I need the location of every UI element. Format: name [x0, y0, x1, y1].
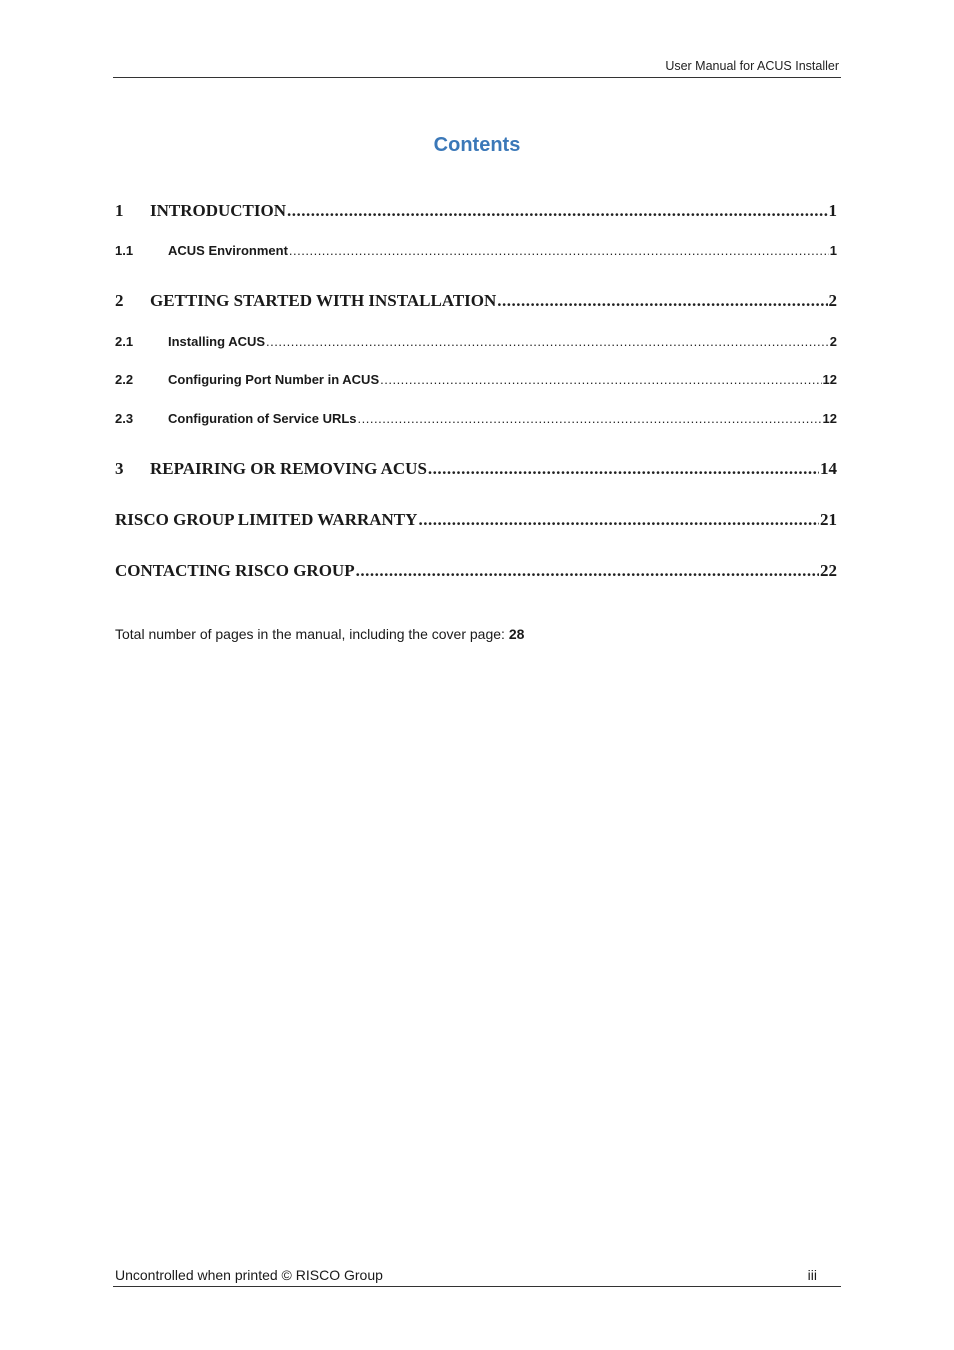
toc-label: REPAIRING OR REMOVING ACUS	[150, 459, 427, 478]
toc-page: 2	[828, 291, 837, 310]
toc-label: RISCO GROUP LIMITED WARRANTY	[115, 510, 418, 529]
toc-leader	[289, 243, 829, 258]
toc-number: 2.3	[115, 411, 134, 426]
toc-page: 21	[820, 510, 837, 529]
page-title: Contents	[433, 134, 521, 156]
toc-number: 2.2	[115, 372, 134, 387]
toc-page: 1	[828, 201, 837, 220]
toc-page: 1	[829, 243, 837, 258]
toc-label: ACUS Environment	[168, 243, 288, 258]
total-pages-note	[115, 626, 524, 642]
toc-page: 12	[822, 411, 837, 426]
toc-entry-warranty[interactable]	[115, 510, 837, 530]
toc-entry-contacting[interactable]	[115, 561, 837, 581]
toc-number: 1	[115, 201, 124, 220]
toc-label: Configuration of Service URLs	[168, 411, 357, 426]
toc-number: 2	[115, 291, 124, 310]
toc-page: 22	[820, 561, 837, 580]
toc-leader	[497, 291, 827, 311]
toc-leader	[418, 510, 819, 530]
total-pages-value: 28	[508, 626, 525, 642]
toc-label: Installing ACUS	[168, 334, 266, 349]
toc-entry-introduction[interactable]	[115, 201, 837, 221]
toc-leader	[358, 411, 822, 426]
toc-entry-configuring-port[interactable]	[115, 372, 837, 387]
toc-leader	[266, 334, 829, 349]
header-text: User Manual for ACUS Installer	[665, 59, 839, 73]
toc-label: GETTING STARTED WITH INSTALLATION	[150, 291, 497, 310]
toc-page: 12	[822, 372, 837, 387]
total-pages-text: Total number of pages in the manual, including the cover page:	[115, 626, 509, 642]
footer-copyright: Uncontrolled when printed © RISCO Group	[115, 1267, 383, 1283]
toc-number: 1.1	[115, 243, 134, 258]
toc-page: 14	[820, 459, 837, 478]
toc-leader	[428, 459, 819, 479]
toc-page: 2	[829, 334, 837, 349]
toc-entry-acus-environment[interactable]	[115, 243, 837, 258]
toc-number: 3	[115, 459, 124, 478]
toc-leader	[380, 372, 821, 387]
toc-leader	[356, 561, 819, 581]
page-header	[113, 57, 841, 78]
toc-leader	[287, 201, 827, 221]
toc-entry-repairing-removing[interactable]	[115, 459, 837, 479]
toc-label: Configuring Port Number in ACUS	[168, 372, 380, 387]
toc-label: CONTACTING RISCO GROUP	[115, 561, 355, 580]
toc-number: 2.1	[115, 334, 134, 349]
toc-entry-getting-started[interactable]	[115, 291, 837, 311]
toc-label: INTRODUCTION	[150, 201, 287, 220]
page-footer	[113, 1266, 841, 1287]
toc-entry-service-urls[interactable]	[115, 411, 837, 426]
footer-page-number: iii	[807, 1267, 817, 1283]
toc-entry-installing-acus[interactable]	[115, 334, 837, 349]
